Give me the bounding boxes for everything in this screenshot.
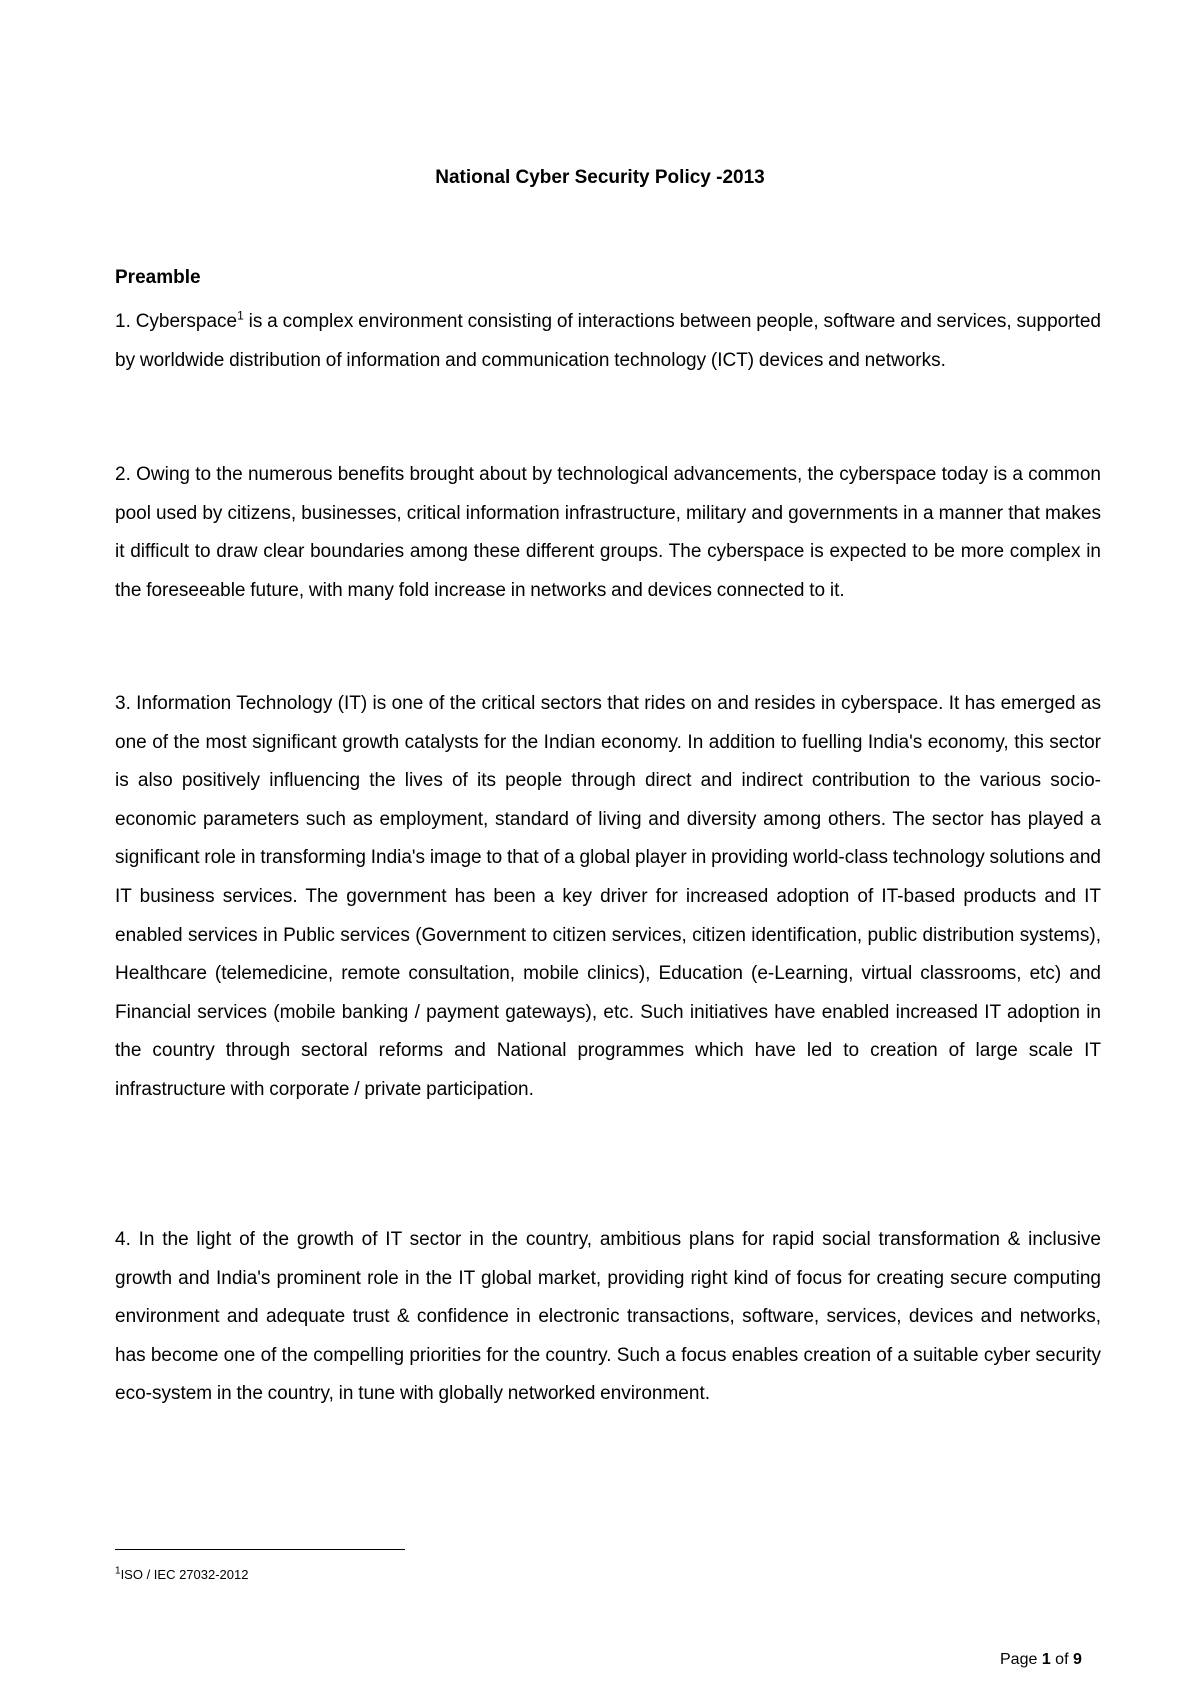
- paragraph-1-lead: 1. Cyberspace: [115, 311, 238, 332]
- paragraph-1-text: is a complex environment consisting of interactions between people, software and services, supported by worldwide distribution of information and communication technology (ICT) devices and networks.: [115, 311, 1101, 371]
- paragraph-4: 4. In the light of the growth of IT sector in the country, ambitious plans for rapid social transformation & inclusive growth and India's prominent role in the IT global market, providing right kind of focus for creating secure computing environment and adequate trust & confidence in electronic transactions, software, services, devices and networks, has become one of the compelling priorities for the country. Such a focus enables creation of a suitable cyber security eco-system in the country, in tune with globally networked environment.: [115, 1229, 1101, 1405]
- footnote-reference: 1: [237, 308, 244, 323]
- page-number-total: 9: [1072, 1651, 1082, 1668]
- footnote-marker: 1: [115, 1565, 121, 1577]
- footnote: [115, 1566, 248, 1584]
- footnote-text: ISO / IEC 27032-2012: [120, 1567, 249, 1582]
- page-number-current: 1: [1041, 1651, 1051, 1668]
- paragraph-2: 2. Owing to the numerous benefits brought about by technological advancements, the cyberspace today is a common pool used by citizens, businesses, critical information infrastructure, military and governments in a manner that makes it difficult to draw clear boundaries among these different groups. The cyberspace is expected to be more complex in the foreseeable future, with many fold increase in networks and devices connected to it.: [115, 464, 1101, 601]
- page-number: [1000, 1650, 1082, 1670]
- page-number-separator: of: [1050, 1651, 1073, 1668]
- document-title: National Cyber Security Policy -2013: [435, 167, 765, 188]
- footnote-separator: [115, 1549, 405, 1550]
- paragraph-3: 3. Information Technology (IT) is one of the critical sectors that rides on and resides in cyberspace. It has emerged as one of the most significant growth catalysts for the Indian economy. In addition to fuelling India's economy, this sector is also positively influencing the lives of its people through direct and indirect contribution to the various socio-economic parameters such as employment, standard of living and diversity among others. The sector has played a significant role in transforming India's image to that of a global player in providing world-class technology solutions and IT business services. The government has been a key driver for increased adoption of IT-based products and IT enabled services in Public services (Government to citizen services, citizen identification, public distribution systems), Healthcare (telemedicine, remote consultation, mobile clinics), Education (e-Learning, virtual classrooms, etc) and Financial services (mobile banking / payment gateways), etc. Such initiatives have enabled increased IT adoption in the country through sectoral reforms and National programmes which have led to creation of large scale IT infrastructure with corporate / private participation.: [115, 693, 1101, 1100]
- page-number-prefix: Page: [1000, 1651, 1042, 1668]
- section-heading: Preamble: [115, 267, 201, 288]
- paragraph-1: [115, 303, 1101, 380]
